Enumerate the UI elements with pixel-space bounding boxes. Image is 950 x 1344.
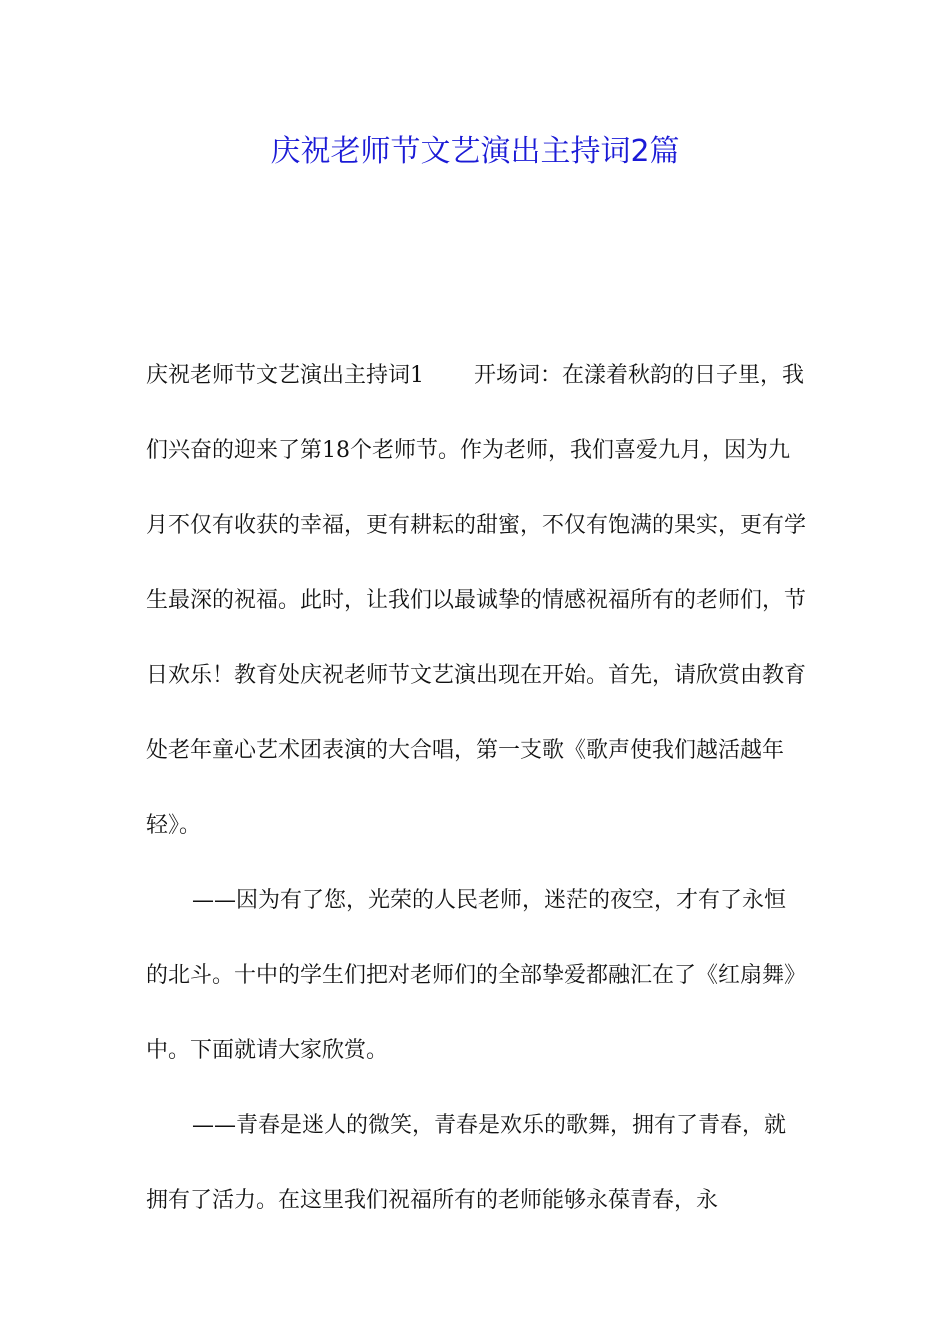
document-body bbox=[146, 338, 806, 1238]
paragraph-1-lead: 庆祝老师节文艺演出主持词1 bbox=[146, 363, 424, 388]
paragraph-3: ——青春是迷人的微笑，青春是欢乐的歌舞，拥有了青春，就拥有了活力。在这里我们祝福所有的老师能够永葆青春，永 bbox=[146, 1113, 787, 1213]
paragraph-1-text: 开场词：在漾着秋韵的日子里，我们兴奋的迎来了第18个老师节。作为老师，我们喜爱九月，因为九月不仅有收获的幸福，更有耕耘的甜蜜，不仅有饱满的果实，更有学生最深的祝福。此时，让我们以最诚挚的情感祝福所有的老师们，节日欢乐！教育处庆祝老师节文艺演出现在开始。首先，请欣赏由教育处老年童心艺术团表演的大合唱，第一支歌《歌声使我们越活越年轻》。 bbox=[146, 363, 807, 838]
document-title: 庆祝老师节文艺演出主持词2篇 bbox=[270, 134, 680, 169]
paragraph-2: ——因为有了您，光荣的人民老师，迷茫的夜空，才有了永恒的北斗。十中的学生们把对老师们的全部挚爱都融汇在了《红扇舞》中。下面就请大家欣赏。 bbox=[146, 888, 807, 1063]
paragraph-1 bbox=[146, 338, 806, 863]
